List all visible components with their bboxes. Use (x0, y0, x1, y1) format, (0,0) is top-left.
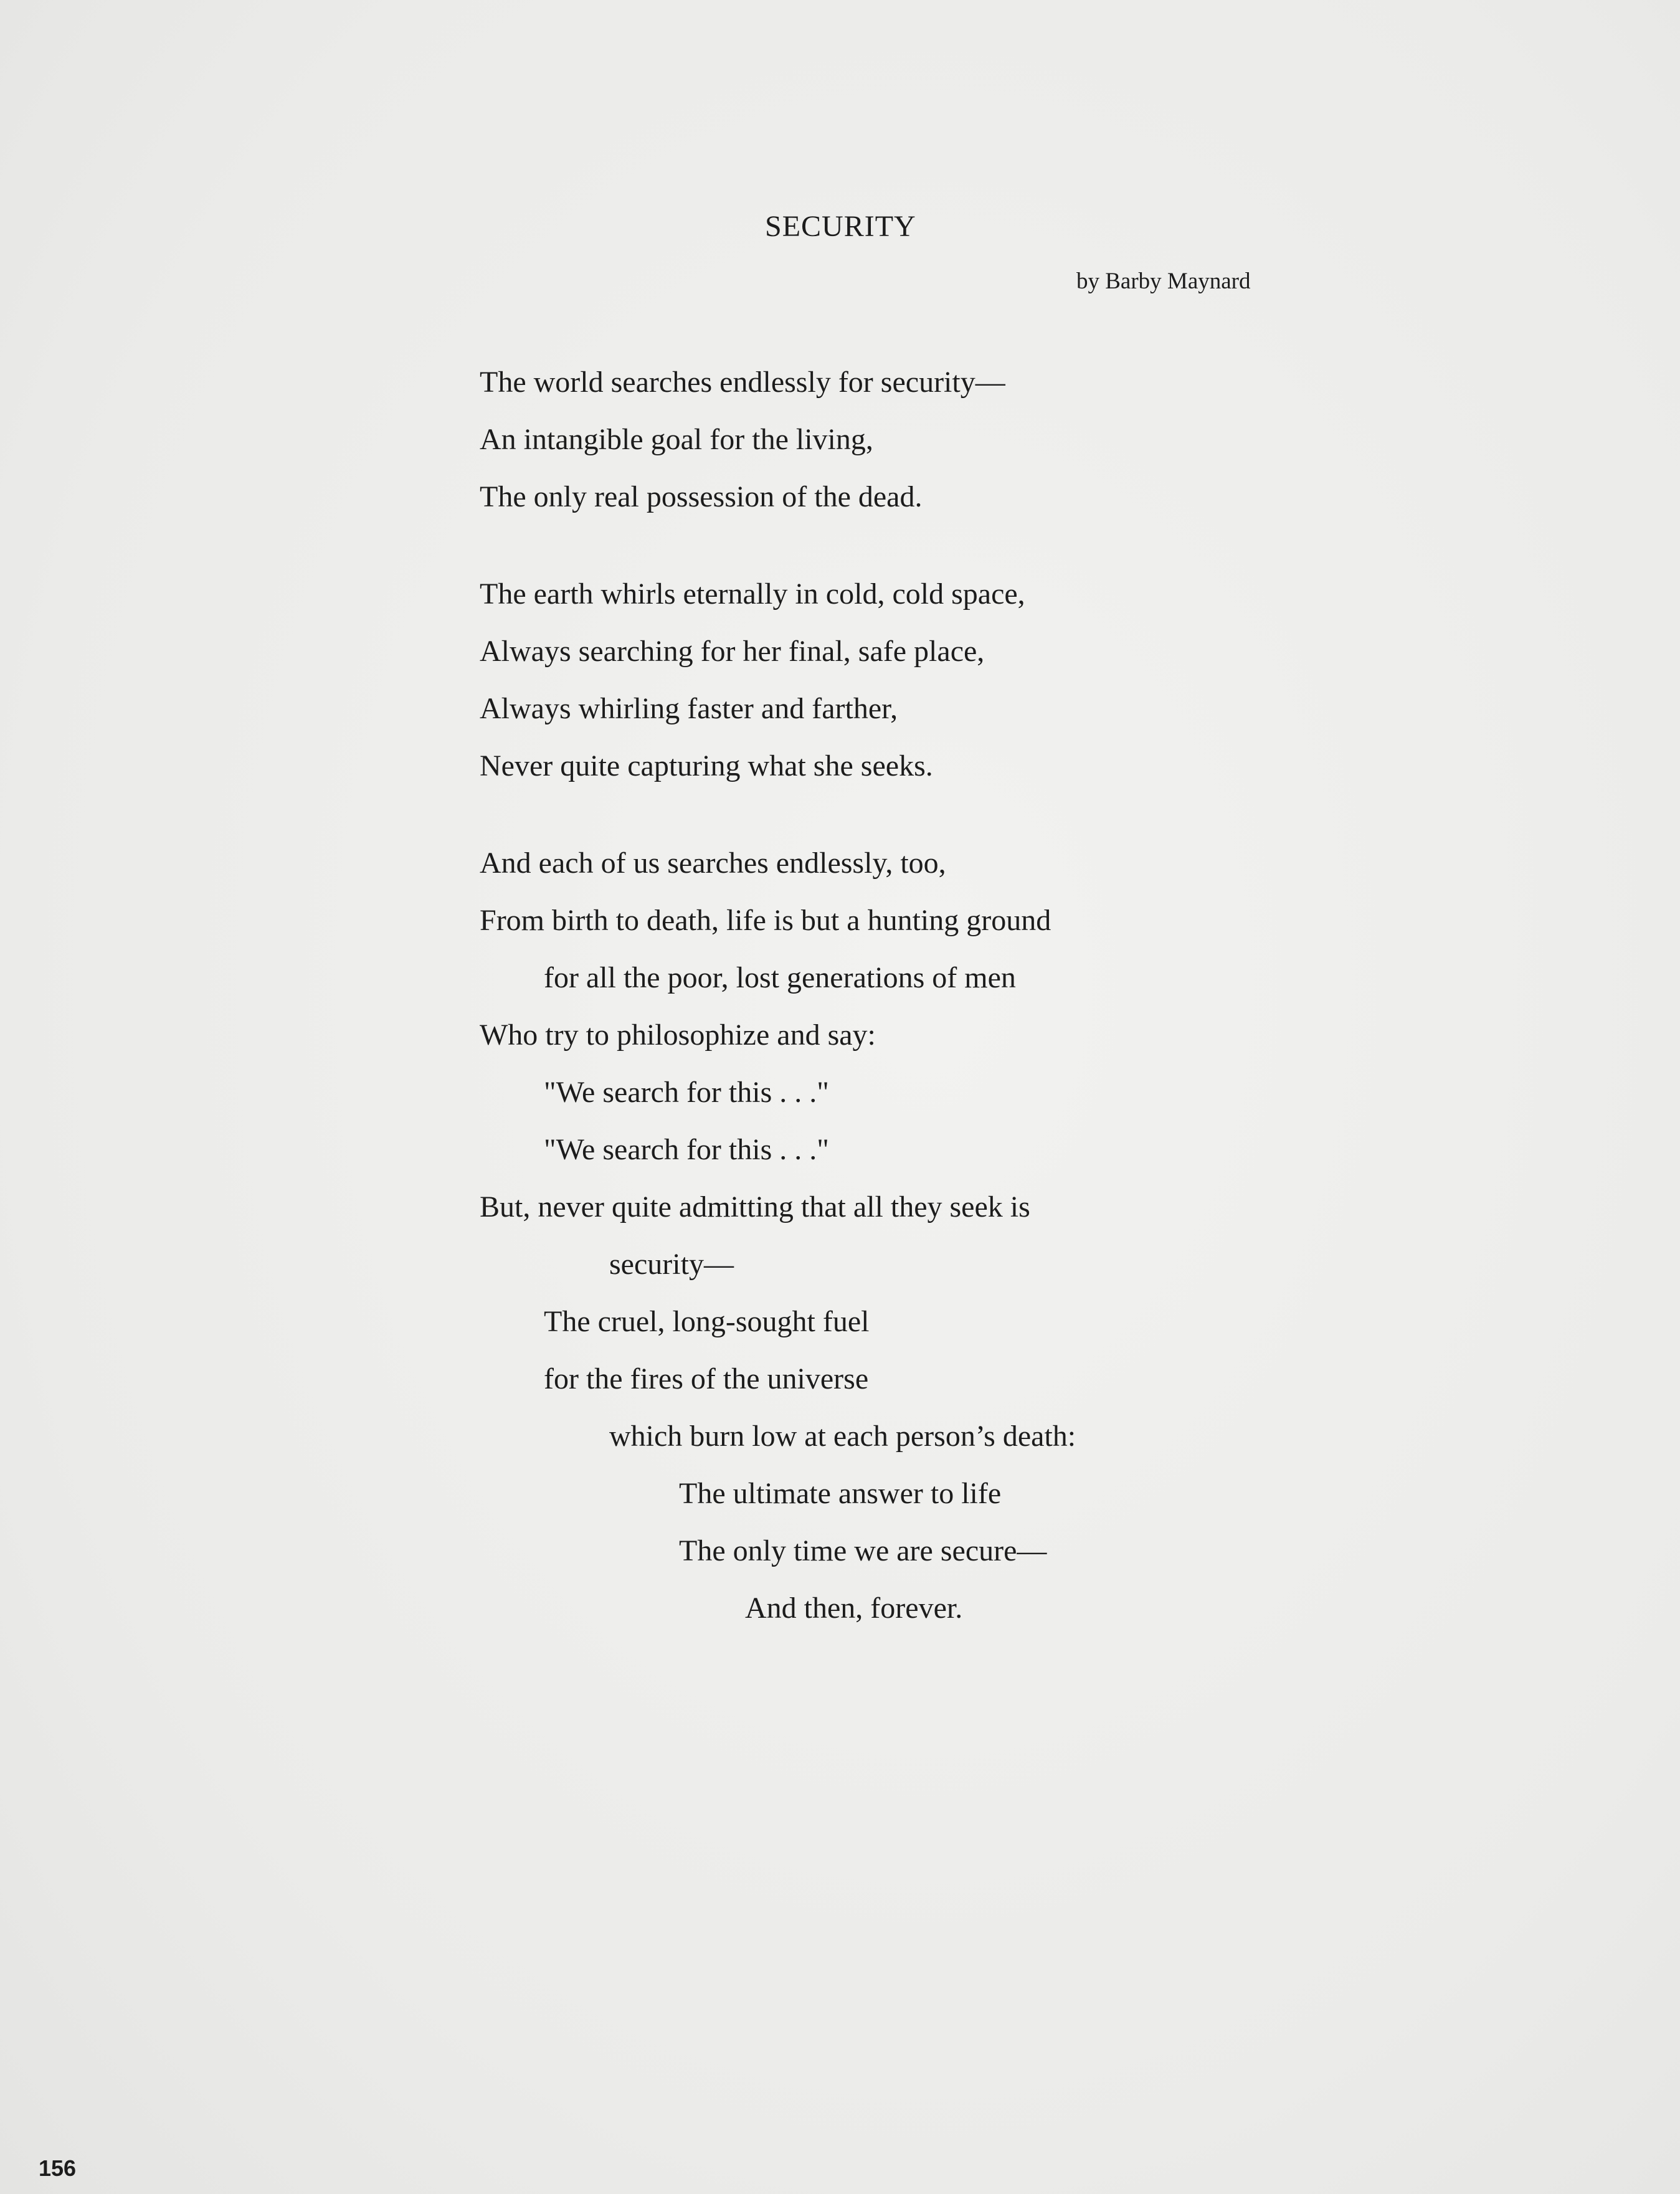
poem-line: security— (609, 1248, 734, 1281)
poem-line: which burn low at each person’s death: (609, 1420, 1076, 1453)
poem-line: The only time we are secure— (679, 1534, 1047, 1567)
poem-line: From birth to death, life is but a hunting ground (480, 904, 1051, 937)
poem-line: And then, forever. (745, 1592, 963, 1625)
poem-byline: by Barby Maynard (1076, 268, 1251, 294)
poem-line: The cruel, long-sought fuel (544, 1305, 870, 1338)
poem-line: Who try to philosophize and say: (480, 1019, 876, 1052)
poem-line: The only real possession of the dead. (480, 480, 923, 513)
poem-line: And each of us searches endlessly, too, (480, 847, 946, 880)
poem-title: SECURITY (765, 210, 916, 243)
poem-line: But, never quite admitting that all they seek is (480, 1190, 1030, 1223)
page-number: 156 (39, 2155, 77, 2181)
poem-line: "We search for this . . ." (544, 1076, 829, 1109)
poem-line: Never quite capturing what she seeks. (480, 749, 933, 782)
poem-line: Always searching for her final, safe place, (480, 635, 985, 668)
poem-line: for all the poor, lost generations of men (544, 961, 1016, 994)
poem-line: Always whirling faster and farther, (480, 692, 898, 725)
poem-line: The ultimate answer to life (679, 1477, 1002, 1510)
poem-line: The world searches endlessly for security— (480, 366, 1005, 399)
poem-line: The earth whirls eternally in cold, cold space, (480, 577, 1025, 610)
poem-line: "We search for this . . ." (544, 1133, 829, 1166)
poem-line: for the fires of the universe (544, 1362, 869, 1395)
poem-line: An intangible goal for the living, (480, 423, 873, 456)
